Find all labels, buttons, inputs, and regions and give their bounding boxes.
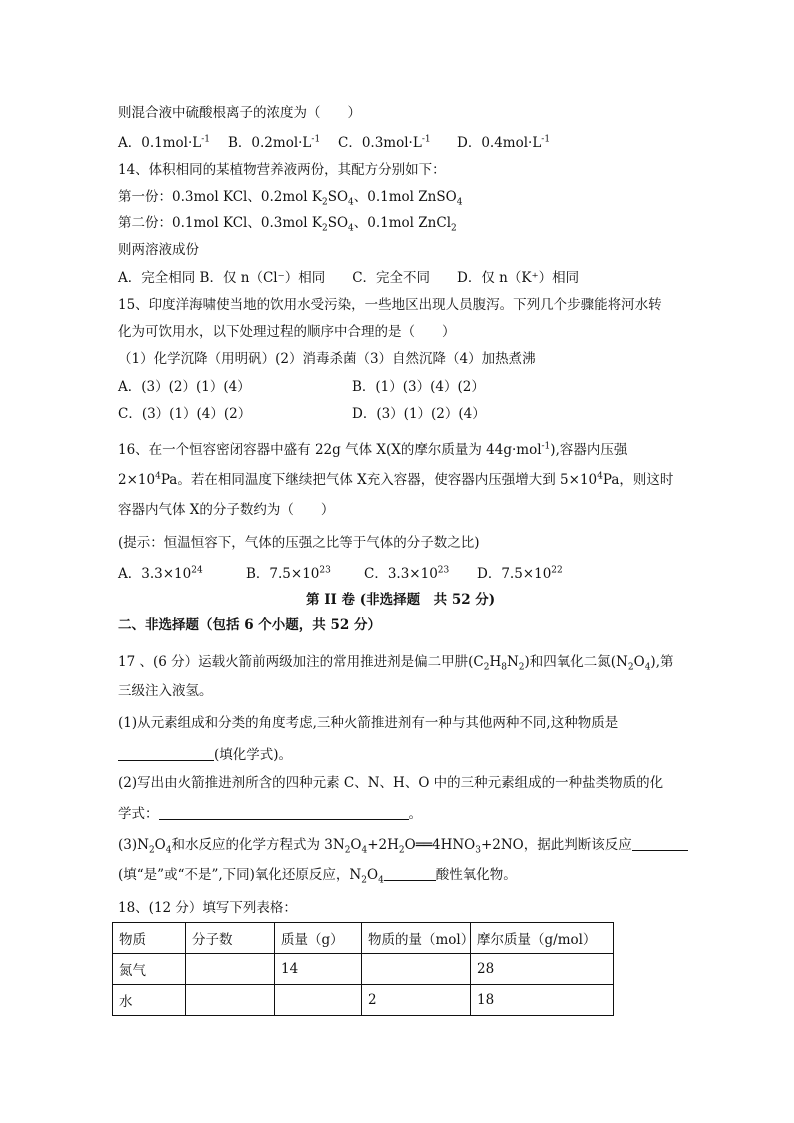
part-two-heading: 二、非选择题（包括 6 个小题，共 52 分） bbox=[118, 617, 381, 633]
q14-options: A．完全相同 B．仅 n（Cl⁻）相同 C．完全不同 D．仅 n（K⁺）相同 bbox=[118, 270, 580, 286]
q14-stem: 14、体积相同的某植物营养液两份，其配方分别如下： bbox=[118, 162, 446, 178]
table-row bbox=[113, 985, 614, 1016]
q18-table bbox=[112, 922, 614, 1016]
answer-blank[interactable] bbox=[118, 746, 214, 761]
table-header: 分子数 bbox=[186, 923, 275, 954]
q16-stem-2: $2\times 10^4Pa$。若在相同温度下继续把气体 X充入容器，使容器内压强增大到 $5\times 10^4Pa$，则这时 bbox=[118, 471, 674, 488]
table-header: 质量（g） bbox=[275, 923, 362, 954]
table-cell[interactable] bbox=[275, 985, 362, 1016]
q15-option-a: A．(3）(2）(1）(4） bbox=[118, 379, 251, 395]
q16-option-a: A．$3.3\times 10^{24}$ bbox=[118, 565, 203, 582]
q16-stem-3: 容器内气体 X的分子数约为（ ） bbox=[118, 502, 335, 518]
q14-line3: 则两溶液成份 bbox=[118, 242, 199, 258]
q15-stem-1: 15、印度洋海啸使当地的饮用水受污染，一些地区出现人员腹泻。下列几个步骤能将河水转 bbox=[118, 297, 662, 313]
q17-stem-2: 三级注入液氢。 bbox=[118, 683, 213, 699]
table-cell: 14 bbox=[275, 954, 362, 985]
q16-stem-1: 16、在一个恒容密闭容器中盛有 22g 气体 X(X的摩尔质量为 44g·mol$^{-1}$),容器内压强 bbox=[118, 441, 628, 458]
q17-part-3: $(3)N_2O_4$和水反应的化学方程式为 $3N_2O_4+2H_2O══4HNO_3+2NO$，据此判断该反应 bbox=[118, 836, 688, 854]
q18-stem: 18、(12 分）填写下列表格： bbox=[118, 900, 297, 916]
table-cell: 水 bbox=[113, 985, 186, 1016]
table-cell: 2 bbox=[362, 985, 471, 1016]
table-cell[interactable] bbox=[186, 985, 275, 1016]
q14-formula-1: 第一份：0.3mol KCl、0.2mol $K_2SO_4$、0.1mol ZnSO$_4$ bbox=[118, 189, 463, 208]
q16-hint: (提示：恒温恒容下，气体的压强之比等于气体的分子数之比) bbox=[118, 535, 480, 551]
q16-option-c: C．$3.3\times 10^{23}$ bbox=[364, 565, 450, 582]
table-header: 物质 bbox=[113, 923, 186, 954]
section-title: 第 II 卷 (非选择题 共 52 分) bbox=[306, 592, 496, 608]
q15-option-c: C．(3）(1）(4）(2） bbox=[118, 406, 252, 422]
q17-part-2-answer: 学式： 。 bbox=[118, 806, 422, 822]
answer-blank[interactable] bbox=[632, 836, 688, 851]
q13-option-b: B．$0.2mol\cdot L^{-1}$ bbox=[228, 134, 321, 151]
table-cell: 18 bbox=[471, 985, 614, 1016]
q17-part-3-cont: (填“是”或“不是”,下同)氧化还原反应，$N_2O_4$ 酸性氧化物。 bbox=[118, 867, 517, 886]
table-header-row bbox=[113, 923, 614, 954]
q15-steps: （1）化学沉降（用明矾）(2）消毒杀菌（3）自然沉降（4）加热煮沸 bbox=[118, 351, 536, 367]
q13-stem-tail: 则混合液中硫酸根离子的浓度为（ ） bbox=[118, 105, 361, 121]
q16-option-b: B．$7.5\times 10^{23}$ bbox=[246, 565, 331, 582]
q17-part-1: (1)从元素组成和分类的角度考虑,三种火箭推进剂有一种与其他两种不同,这种物质是 bbox=[118, 715, 619, 731]
q15-option-b: B．(1）(3）(4）(2） bbox=[352, 379, 485, 395]
table-cell[interactable] bbox=[186, 954, 275, 985]
table-cell: 氮气 bbox=[113, 954, 186, 985]
q13-option-d: D．$0.4mol\cdot L^{-1}$ bbox=[457, 134, 551, 151]
q17-part-1-answer: (填化学式)。 bbox=[118, 746, 292, 764]
answer-blank[interactable] bbox=[159, 805, 409, 820]
table-row bbox=[113, 954, 614, 985]
q15-option-d: D．(3）(1）(2）(4） bbox=[352, 406, 486, 422]
table-cell: 28 bbox=[471, 954, 614, 985]
q13-option-a: A．$0.1mol\cdot L^{-1}$ bbox=[118, 134, 211, 151]
q17-part-2: (2)写出由火箭推进剂所含的四种元素 C、N、H、O 中的三种元素组成的一种盐类物质的化 bbox=[118, 775, 664, 791]
table-cell[interactable] bbox=[362, 954, 471, 985]
q17-stem-1: 17 、(6 分）运载火箭前两级加注的常用推进剂是偏二甲肼$(C_2H_8N_2)$和四氧化二氮$(N_2O_4)$,第 bbox=[118, 654, 674, 673]
answer-blank[interactable] bbox=[384, 866, 436, 881]
q16-option-d: D．$7.5\times 10^{22}$ bbox=[477, 565, 563, 582]
q13-option-c: C．$0.3mol\cdot L^{-1}$ bbox=[338, 134, 431, 151]
q15-stem-2: 化为可饮用水，以下处理过程的顺序中合理的是（ ） bbox=[118, 324, 456, 340]
table-header: 物质的量（mol） bbox=[362, 923, 471, 954]
table-header: 摩尔质量（g/mol） bbox=[471, 923, 614, 954]
q14-formula-2: 第二份：0.1mol KCl、0.3mol $K_2SO_4$、0.1mol ZnCl$_2$ bbox=[118, 215, 457, 234]
